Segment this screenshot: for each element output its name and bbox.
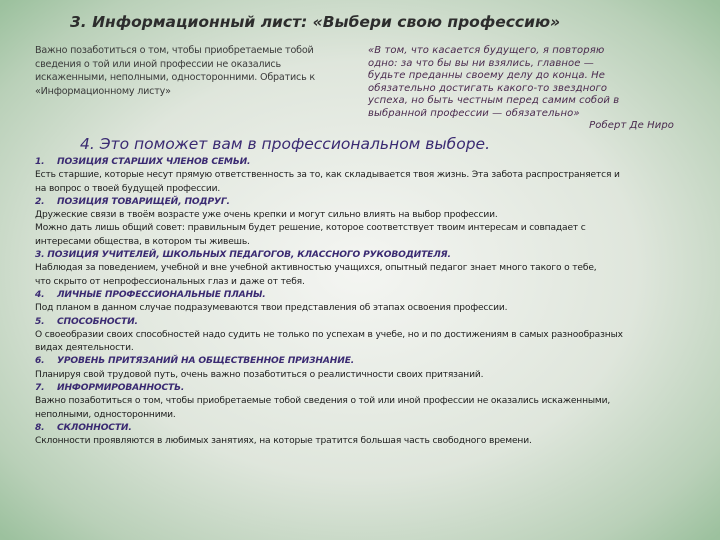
quote-block <box>368 45 690 133</box>
item-text: Дружеские связи в твоём возрасте уже очень крепки и могут сильно влиять на выбор профессии. <box>35 210 498 221</box>
item-number: 7. <box>35 383 45 394</box>
list-item <box>35 196 703 249</box>
quote-line: обязательно достигать какого-то звездного <box>368 82 608 94</box>
item-heading: ПОЗИЦИЯ ТОВАРИЩЕЙ, ПОДРУГ. <box>57 196 230 207</box>
quote-author: Роберт Де Ниро <box>589 120 674 131</box>
intro-line: искаженными, неполными, односторонними. Обратись к <box>35 72 316 83</box>
item-text: Есть старшие, которые несут прямую ответственность за то, как складывается твоя жизнь. Эта забота распространяется и <box>35 170 620 181</box>
quote-line: выбранной профессии — обязательно» <box>368 107 580 119</box>
item-heading: ПОЗИЦИЯ СТАРШИХ ЧЛЕНОВ СЕМЬИ. <box>57 157 251 167</box>
intro-line: сведения о той или иной профессии не оказались <box>35 58 281 70</box>
item-number: 3. <box>35 250 45 261</box>
list-item <box>35 249 703 289</box>
intro-line: «Информационному листу» <box>35 85 171 97</box>
quote-line: «В том, что касается будущего, я повторяю <box>368 45 605 56</box>
item-text: Можно дать лишь общий совет: правильным будет решение, которое соответствует твоим интересам и совпадает с <box>35 223 586 234</box>
item-number: 5. <box>35 316 45 327</box>
item-text: видах деятельности. <box>35 343 134 354</box>
section-subtitle: 4. Это поможет вам в профессиональном выборе. <box>80 135 491 153</box>
item-heading: СПОСОБНОСТИ. <box>57 316 138 327</box>
list-item <box>35 316 703 356</box>
item-heading: ЛИЧНЫЕ ПРОФЕССИОНАЛЬНЫЕ ПЛАНЫ. <box>57 289 266 300</box>
item-text: О своеобразии своих способностей надо судить не только по успехам в учебе, но и по достижениям в самых разнообразных <box>35 329 623 340</box>
factors-list <box>35 156 703 449</box>
item-number: 8. <box>35 422 45 433</box>
item-heading: УРОВЕНЬ ПРИТЯЗАНИЙ НА ОБЩЕСТВЕННОЕ ПРИЗНАНИЕ. <box>57 356 355 367</box>
intro-line: Важно позаботиться о том, чтобы приобретаемые тобой <box>35 45 314 56</box>
list-item <box>35 355 703 382</box>
item-number: 4. <box>35 289 45 300</box>
item-number: 2. <box>35 196 45 207</box>
quote-line: успеха, но быть честным перед самим собой в <box>368 95 620 106</box>
item-text: интересами общества, в котором ты живешь. <box>35 236 250 247</box>
list-item <box>35 422 703 449</box>
item-heading: ИНФОРМИРОВАННОСТЬ. <box>57 383 185 394</box>
list-item <box>35 156 703 196</box>
item-text: неполными, односторонними. <box>35 409 176 420</box>
item-text: что скрыто от непрофессиональных глаз и даже от тебя. <box>35 276 305 287</box>
item-text: на вопрос о твоей будущей профессии. <box>35 183 221 194</box>
item-text: Планируя свой трудовой путь, очень важно позаботиться о реалистичности своих притязаний. <box>35 369 484 380</box>
item-heading: СКЛОННОСТИ. <box>57 422 132 433</box>
item-heading: ПОЗИЦИЯ УЧИТЕЛЕЙ, ШКОЛЬНЫХ ПЕДАГОГОВ, КЛАССНОГО РУКОВОДИТЕЛЯ. <box>47 250 451 261</box>
item-text: Под планом в данном случае подразумеваются твои представления об этапах освоения профессии. <box>35 303 508 314</box>
list-item <box>35 382 703 422</box>
page-title: 3. Информационный лист: «Выбери свою профессию» <box>70 13 561 31</box>
item-number: 6. <box>35 356 45 367</box>
item-text: Склонности проявляются в любимых занятиях, на которые тратится большая часть свободного времени. <box>35 436 532 447</box>
intro-text <box>35 44 355 98</box>
list-item <box>35 289 703 316</box>
item-number: 1. <box>35 157 45 167</box>
item-text: Важно позаботиться о том, чтобы приобретаемые тобой сведения о той или иной профессии не оказались искаженными, <box>35 396 611 407</box>
quote-line: одно: за что бы вы ни взялись, главное — <box>368 57 594 69</box>
quote-line: будьте преданны своему делу до конца. Не <box>368 70 606 81</box>
item-text: Наблюдая за поведением, учебной и вне учебной активностью учащихся, опытный педагог знает много такого о тебе, <box>35 263 597 274</box>
